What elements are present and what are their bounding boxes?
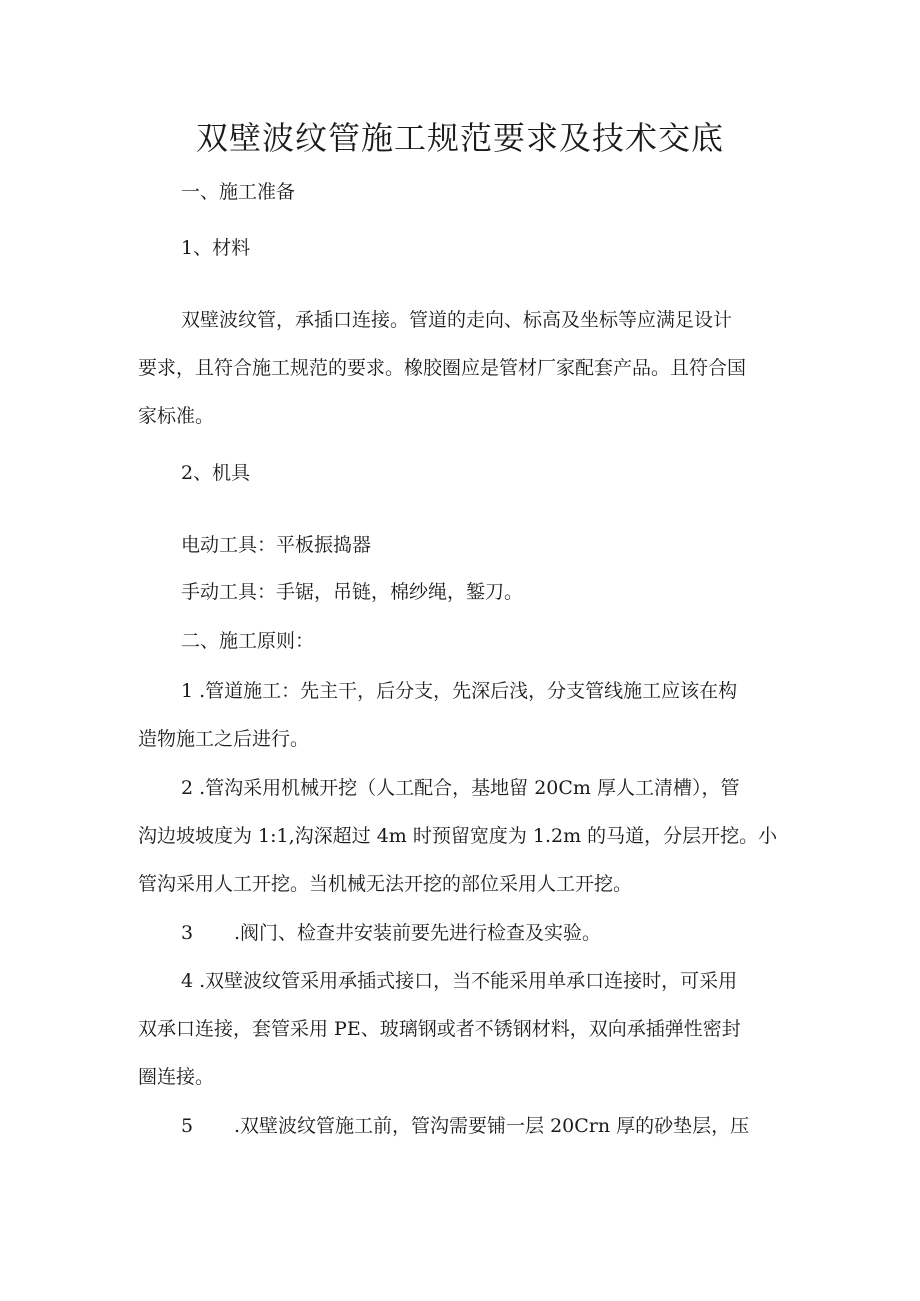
list-item-3 [181, 919, 601, 947]
list-item-text: .阀门、检查井安装前要先进行检查及实验。 [234, 922, 602, 944]
manual-tools-line: 手动工具：手锯，吊链，棉纱绳，錾刀。 [181, 581, 524, 603]
list-item-line: 圈连接。 [138, 1066, 215, 1088]
list-item-line: 沟边坡坡度为 1:1,沟深超过 4m 时预留宽度为 1.2m 的马道，分层开挖。小 [138, 825, 778, 847]
list-item-line: 2 .管沟采用机械开挖（人工配合，基地留 20Cm 厚人工清槽），管 [181, 777, 740, 799]
list-item-number: 5 [181, 1115, 194, 1137]
subsection-heading-tools: 2、机具 [181, 462, 251, 484]
list-item-line: 管沟采用人工开挖。当机械无法开挖的部位采用人工开挖。 [138, 873, 633, 895]
paragraph-line: 要求，且符合施工规范的要求。橡胶圈应是管材厂家配套产品。且符合国 [138, 357, 747, 379]
list-item-line: 造物施工之后进行。 [138, 728, 310, 750]
document-title: 双壁波纹管施工规范要求及技术交底 [195, 119, 724, 157]
paragraph-line: 双壁波纹管，承插口连接。管道的走向、标高及坐标等应满足设计 [181, 309, 733, 331]
section-heading-principles: 二、施工原则： [181, 630, 315, 652]
section-heading-preparation: 一、施工准备 [181, 181, 296, 203]
list-item-line: 双承口连接，套管采用 PE、玻璃钢或者不锈钢材料，双向承插弹性密封 [138, 1018, 741, 1040]
list-item-number: 3 [181, 922, 194, 944]
list-item-5 [181, 1112, 749, 1140]
paragraph-line: 家标准。 [138, 405, 215, 427]
list-item-text: .双壁波纹管施工前，管沟需要铺一层 20Crn 厚的砂垫层，压 [234, 1115, 750, 1137]
subsection-heading-materials: 1、材料 [181, 237, 251, 259]
list-item-line: 1 .管道施工：先主干，后分支，先深后浅，分支管线施工应该在构 [181, 680, 738, 702]
list-item-line: 4 .双壁波纹管采用承插式接口，当不能采用单承口连接时，可采用 [181, 970, 738, 992]
electric-tools-line: 电动工具：平板振捣器 [181, 534, 372, 556]
